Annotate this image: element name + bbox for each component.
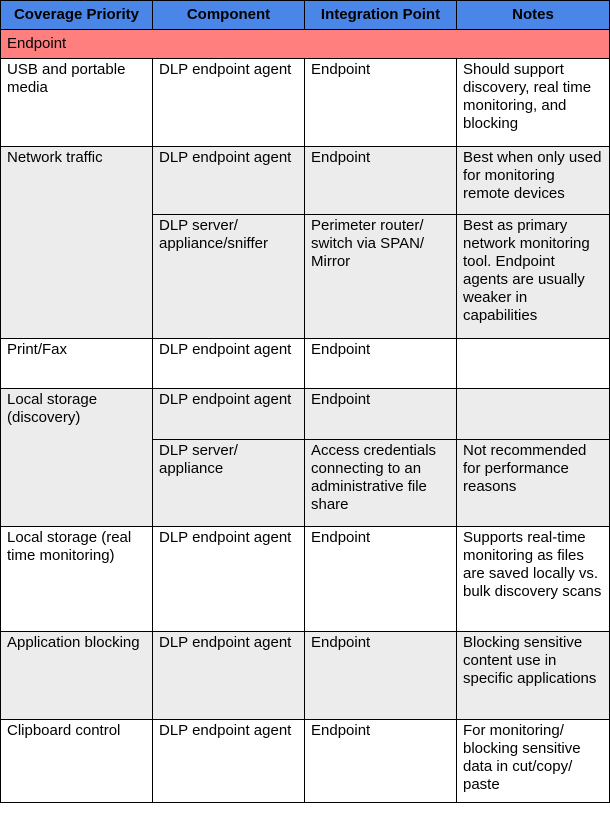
table-row <box>1 527 610 632</box>
table-row <box>1 389 610 440</box>
header-row <box>1 1 610 30</box>
cell-notes: Should support discovery, real time monitoring, and blocking <box>457 59 610 147</box>
cell-notes: Not recommended for performance reasons <box>457 440 610 527</box>
table-row <box>1 720 610 803</box>
cell-component: DLP endpoint agent <box>153 389 305 440</box>
header-coverage-priority: Coverage Priority <box>1 1 153 30</box>
table-row <box>1 339 610 389</box>
cell-notes: Best when only used for monitoring remote devices <box>457 147 610 215</box>
table-row <box>1 147 610 215</box>
section-row-endpoint <box>1 30 610 59</box>
cell-priority: USB and portable media <box>1 59 153 147</box>
section-label: Endpoint <box>1 30 610 59</box>
cell-component: DLP endpoint agent <box>153 632 305 720</box>
cell-integration: Perimeter router/ switch via SPAN/ Mirror <box>305 215 457 339</box>
cell-component: DLP endpoint agent <box>153 720 305 803</box>
cell-priority: Print/Fax <box>1 339 153 389</box>
cell-integration: Endpoint <box>305 339 457 389</box>
cell-notes <box>457 389 610 440</box>
cell-priority: Application blocking <box>1 632 153 720</box>
header-component: Component <box>153 1 305 30</box>
cell-integration: Endpoint <box>305 527 457 632</box>
header-notes: Notes <box>457 1 610 30</box>
cell-component: DLP server/ appliance/sniffer <box>153 215 305 339</box>
cell-notes: Blocking sensitive content use in specific applications <box>457 632 610 720</box>
cell-integration: Endpoint <box>305 147 457 215</box>
cell-notes: Supports real-time monitoring as files are saved locally vs. bulk discovery scans <box>457 527 610 632</box>
cell-component: DLP endpoint agent <box>153 527 305 632</box>
cell-priority: Clipboard control <box>1 720 153 803</box>
cell-notes <box>457 339 610 389</box>
table-row <box>1 59 610 147</box>
cell-notes: Best as primary network monitoring tool. Endpoint agents are usually weaker in capabilities <box>457 215 610 339</box>
cell-integration: Endpoint <box>305 720 457 803</box>
header-integration-point: Integration Point <box>305 1 457 30</box>
cell-integration: Access credentials connecting to an administrative file share <box>305 440 457 527</box>
cell-notes: For monitoring/ blocking sensitive data in cut/copy/ paste <box>457 720 610 803</box>
cell-priority: Local storage (discovery) <box>1 389 153 527</box>
cell-component: DLP endpoint agent <box>153 147 305 215</box>
cell-component: DLP server/ appliance <box>153 440 305 527</box>
cell-component: DLP endpoint agent <box>153 59 305 147</box>
table-row <box>1 632 610 720</box>
cell-integration: Endpoint <box>305 632 457 720</box>
cell-integration: Endpoint <box>305 389 457 440</box>
cell-integration: Endpoint <box>305 59 457 147</box>
cell-component: DLP endpoint agent <box>153 339 305 389</box>
cell-priority: Local storage (real time monitoring) <box>1 527 153 632</box>
cell-priority: Network traffic <box>1 147 153 339</box>
